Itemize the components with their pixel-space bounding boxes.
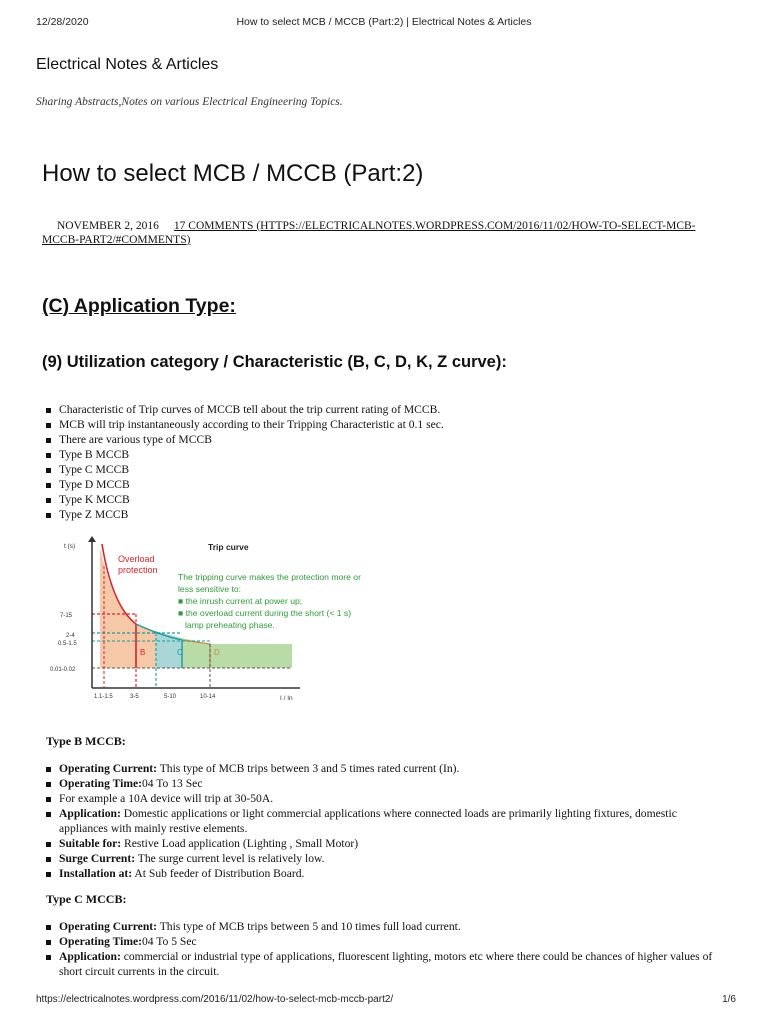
item-text: The surge current level is relatively low. — [135, 852, 325, 865]
y-tick-label: 0.5-1.5 — [58, 641, 77, 647]
item-label: Suitable for: — [59, 837, 122, 850]
comments-link[interactable]: 17 COMMENTS (HTTPS://ELECTRICALNOTES.WORDPRESS.COM/2016/11/02/HOW-TO-SELECT-MCB-MCCB-PART2/#COMMENTS) — [42, 220, 696, 246]
item-label: Surge Current: — [59, 852, 136, 865]
post-date: NOVEMBER 2, 2016 — [57, 220, 159, 232]
figure-title: Trip curve — [208, 542, 249, 552]
list-item — [46, 851, 719, 866]
zone-d-tail — [210, 644, 292, 668]
item-label: Application: — [59, 807, 121, 820]
x-tick-label: 10-14 — [200, 694, 216, 700]
list-item — [46, 919, 719, 934]
post-meta — [42, 219, 722, 247]
x-tick-label: 3-5 — [130, 694, 139, 700]
list-item: Type D MCCB — [46, 477, 444, 492]
item-text: Domestic applications or light commercial applications where connected loads are primarily lighting fixtures, domestic appliances with mainly restive elements. — [59, 807, 677, 835]
section-heading-application-type — [42, 295, 236, 318]
item-text: 04 To 5 Sec — [141, 935, 197, 948]
x-tick-label: 5-10 — [164, 694, 177, 700]
list-item: There are various type of MCCB — [46, 432, 444, 447]
site-tagline: Sharing Abstracts,Notes on various Electrical Engineering Topics. — [36, 96, 343, 108]
overload-label: Overload — [118, 554, 155, 564]
list-item — [46, 761, 719, 776]
post-title: How to select MCB / MCCB (Part:2) — [42, 160, 424, 187]
item-text: This type of MCB trips between 3 and 5 times rated current (In). — [157, 762, 460, 775]
print-page-title: How to select MCB / MCCB (Part:2) | Electrical Notes & Articles — [236, 16, 532, 28]
item-label: Operating Current: — [59, 920, 157, 933]
list-item — [46, 836, 719, 851]
type-b-list — [46, 761, 719, 881]
y-axis-arrow — [88, 536, 96, 542]
x-tick-label: 1.1-1.5 — [94, 694, 113, 700]
list-item: Characteristic of Trip curves of MCCB tell about the trip current rating of MCCB. — [46, 402, 444, 417]
curve-c-label: C — [177, 648, 183, 657]
list-item: MCB will trip instantaneously according to their Tripping Characteristic at 0.1 sec. — [46, 417, 444, 432]
list-item: Type Z MCCB — [46, 507, 444, 522]
print-header — [0, 16, 768, 30]
section-heading-rest: ) Application Type: — [62, 295, 236, 317]
note-line: lamp preheating phase. — [185, 620, 275, 630]
item-text: Restive Load application (Lighting , Small Motor) — [121, 837, 359, 850]
section-heading-prefix: (C — [42, 295, 63, 317]
item-text: 04 To 13 Sec — [141, 777, 203, 790]
y-axis-label: t (s) — [64, 543, 76, 550]
list-item — [46, 791, 719, 806]
list-item — [46, 806, 719, 836]
characteristic-list — [46, 402, 444, 522]
item-text: commercial or industrial type of applications, fluorescent lighting, motors etc where there could be chances of higher values of short circuit currents in the circuit. — [59, 950, 713, 978]
item-label: Application: — [59, 950, 121, 963]
list-item — [46, 934, 719, 949]
trip-curve-figure — [42, 536, 402, 716]
note-line: ■ the overload current during the short (< 1 s) — [178, 608, 352, 618]
y-tick-label: 0.01-0.02 — [50, 667, 76, 673]
x-axis-label: I / In — [280, 695, 293, 702]
item-text: At Sub feeder of Distribution Board. — [132, 867, 305, 880]
site-title[interactable]: Electrical Notes & Articles — [36, 56, 219, 73]
item-text: For example a 10A device will trip at 30-50A. — [59, 792, 274, 805]
list-item: Type C MCCB — [46, 462, 444, 477]
item-label: Operating Time: — [59, 777, 142, 790]
page-number: 1/6 — [722, 994, 736, 1005]
type-b-heading: Type B MCCB: — [46, 734, 126, 748]
curve-b-label: B — [140, 648, 146, 657]
footer-url: https://electricalnotes.wordpress.com/2016/11/02/how-to-select-mcb-mccb-part2/ — [36, 994, 394, 1005]
y-tick-label: 2-4 — [66, 633, 75, 639]
item-label: Operating Time: — [59, 935, 142, 948]
curve-d-label: D — [214, 648, 220, 657]
list-item — [46, 866, 719, 881]
list-item: Type K MCCB — [46, 492, 444, 507]
print-footer — [36, 994, 736, 1005]
list-item — [46, 776, 719, 791]
section-heading-utilization: (9) Utilization category / Characteristic (B, C, D, K, Z curve): — [42, 353, 507, 371]
note-line: The tripping curve makes the protection more or — [178, 572, 361, 582]
list-item — [46, 949, 719, 979]
type-c-list — [46, 919, 719, 979]
overload-label: protection — [118, 565, 158, 575]
item-label: Installation at: — [59, 867, 133, 880]
item-label: Operating Current: — [59, 762, 157, 775]
print-date: 12/28/2020 — [36, 16, 89, 28]
list-item: Type B MCCB — [46, 447, 444, 462]
note-line: less sensitive to: — [178, 584, 242, 594]
y-tick-label: 7-15 — [60, 613, 73, 619]
type-c-heading: Type C MCCB: — [46, 892, 127, 906]
item-text: This type of MCB trips between 5 and 10 times full load current. — [157, 920, 461, 933]
note-line: ■ the inrush current at power up; — [178, 596, 303, 606]
